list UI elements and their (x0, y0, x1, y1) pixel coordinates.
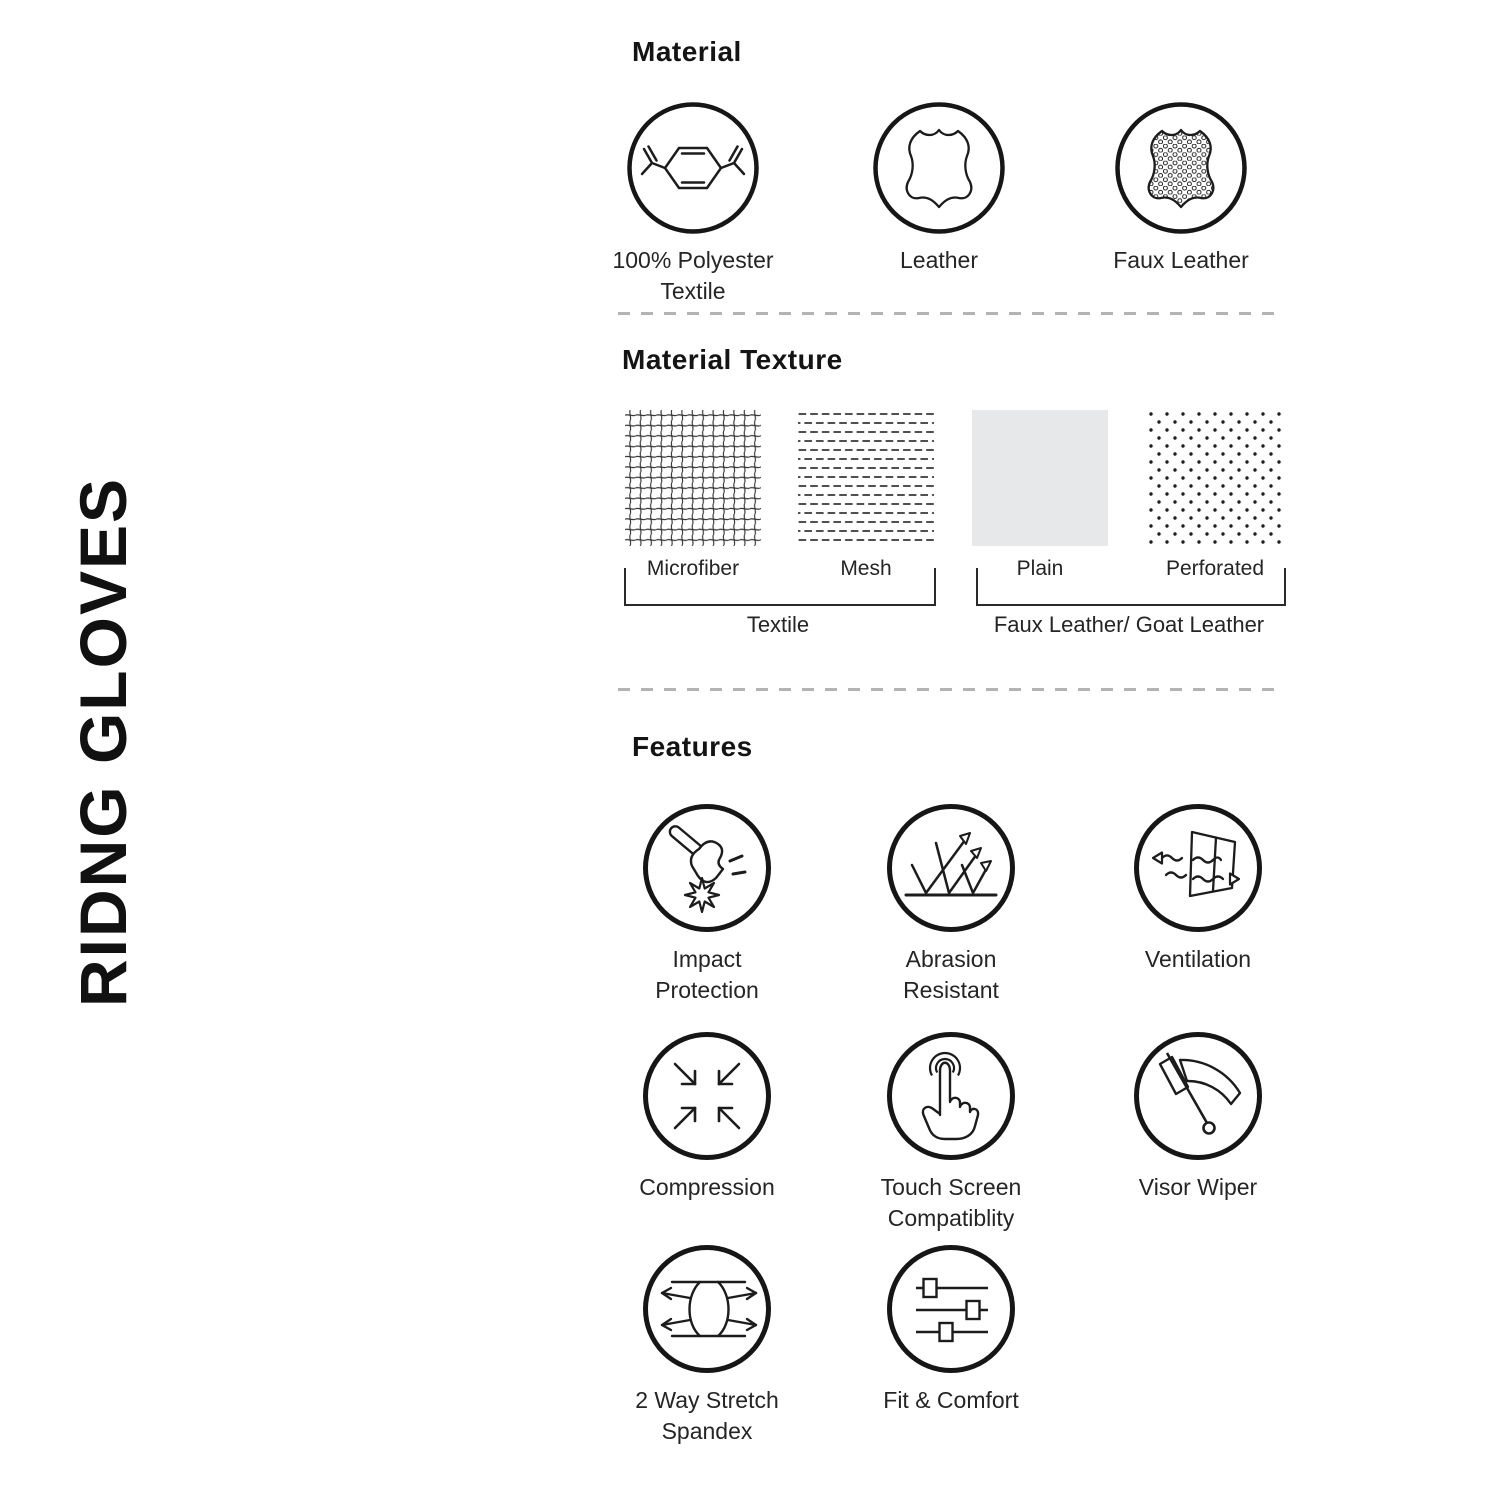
material-item-polyester (593, 102, 793, 307)
visor-wiper-icon (1133, 1031, 1263, 1161)
feature-item-compression (592, 1031, 822, 1203)
features-section-title: Features (632, 731, 753, 762)
feature-label-line1: Visor Wiper (1138, 1174, 1258, 1200)
fit-comfort-icon (886, 1244, 1016, 1374)
texture-label: Perforated (1165, 557, 1265, 580)
feature-item-fit-comfort (836, 1244, 1066, 1416)
two-way-stretch-icon (642, 1244, 772, 1374)
texture-group-label: Faux Leather/ Goat Leather (993, 612, 1265, 637)
texture-label: Plain (1016, 557, 1064, 580)
feature-label-line1: Abrasion (905, 946, 997, 972)
feature-label-line2: Compatiblity (887, 1205, 1015, 1231)
leather-hide-icon (873, 102, 1005, 234)
texture-label: Microfiber (646, 557, 740, 580)
product-title-vertical: RIDNG GLOVES (66, 476, 140, 1008)
material-texture-section-title: Material Texture (622, 344, 843, 375)
feature-label-line1: Fit & Comfort (883, 1387, 1019, 1413)
feature-label-line2: Protection (655, 977, 759, 1003)
material-label-line1: 100% Polyester (612, 247, 774, 273)
perforated-texture-swatch (1147, 410, 1283, 546)
material-label-line1: Faux Leather (1113, 247, 1249, 273)
feature-item-abrasion-resistant (836, 803, 1066, 1006)
texture-label: Mesh (840, 557, 892, 580)
abrasion-resistant-icon (886, 803, 1016, 933)
dashed-divider (618, 688, 1285, 691)
feature-label-line1: Impact (672, 946, 742, 972)
leather-group-bracket (976, 568, 1286, 606)
material-label-line2: Textile (660, 278, 726, 304)
texture-item-plain (955, 410, 1125, 581)
feature-item-ventilation (1083, 803, 1313, 975)
mesh-texture-swatch (798, 410, 934, 546)
ventilation-icon (1133, 803, 1263, 933)
polyester-molecule-icon (627, 102, 759, 234)
microfiber-texture-swatch (625, 410, 761, 546)
material-label-line1: Leather (899, 247, 978, 273)
texture-item-perforated (1130, 410, 1300, 581)
feature-label-line2: Spandex (661, 1418, 753, 1444)
feature-label-line1: Ventilation (1144, 946, 1252, 972)
textile-group-bracket (624, 568, 936, 606)
touch-screen-icon (886, 1031, 1016, 1161)
feature-label-line1: Compression (639, 1174, 775, 1200)
texture-group-label: Textile (746, 612, 810, 637)
feature-item-touch-screen (836, 1031, 1066, 1234)
texture-item-microfiber (608, 410, 778, 581)
feature-label-line1: Touch Screen (880, 1174, 1022, 1200)
compression-icon (642, 1031, 772, 1161)
material-section-title: Material (632, 36, 742, 67)
dashed-divider (618, 312, 1285, 315)
feature-item-two-way-stretch (592, 1244, 822, 1447)
impact-protection-icon (642, 803, 772, 933)
material-item-faux-leather (1081, 102, 1281, 276)
texture-item-mesh (781, 410, 951, 581)
material-item-leather (839, 102, 1039, 276)
feature-label-line2: Resistant (903, 977, 999, 1003)
feature-label-line1: 2 Way Stretch (635, 1387, 779, 1413)
feature-item-impact-protection (592, 803, 822, 1006)
faux-leather-hide-icon (1115, 102, 1247, 234)
plain-texture-swatch (972, 410, 1108, 546)
feature-item-visor-wiper (1083, 1031, 1313, 1203)
